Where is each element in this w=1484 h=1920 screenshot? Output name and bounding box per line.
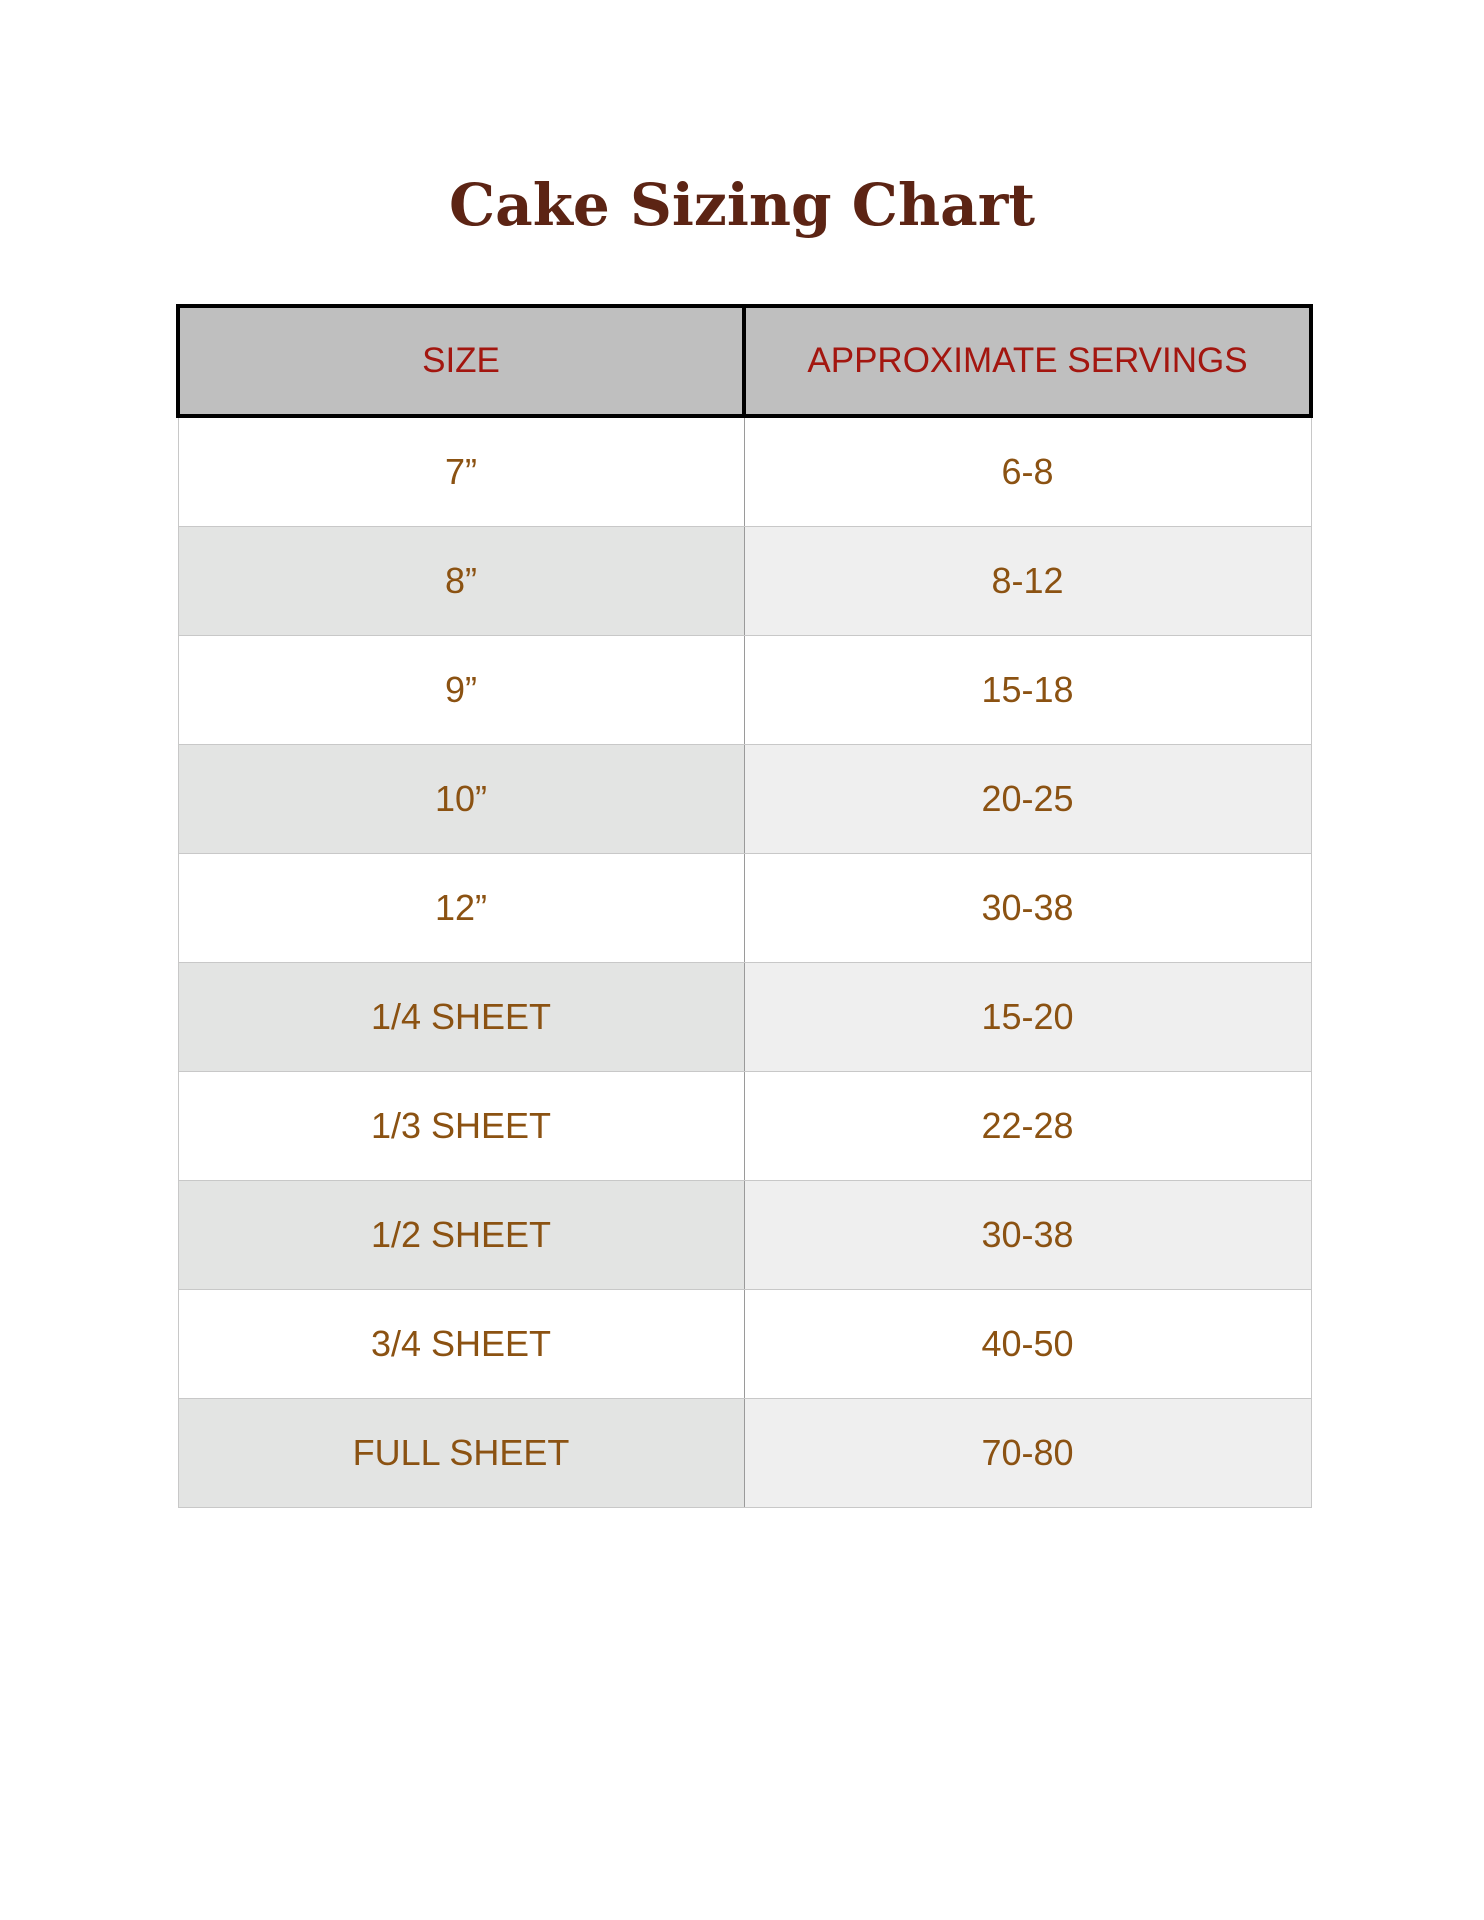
cake-sizing-table xyxy=(176,304,1313,1508)
cell-servings: 15-20 xyxy=(744,963,1311,1072)
cell-size: 3/4 SHEET xyxy=(178,1290,744,1399)
table-row xyxy=(178,745,1311,854)
cell-size: 9” xyxy=(178,636,744,745)
cell-servings: 70-80 xyxy=(744,1399,1311,1508)
cell-size: 12” xyxy=(178,854,744,963)
cell-size: 7” xyxy=(178,416,744,527)
cell-servings: 6-8 xyxy=(744,416,1311,527)
table-row xyxy=(178,636,1311,745)
table-row xyxy=(178,416,1311,527)
table-header-row xyxy=(178,306,1311,416)
cell-servings: 15-18 xyxy=(744,636,1311,745)
cell-servings: 30-38 xyxy=(744,854,1311,963)
page-title: Cake Sizing Chart xyxy=(448,171,1036,239)
table-row xyxy=(178,1072,1311,1181)
cell-servings: 22-28 xyxy=(744,1072,1311,1181)
cell-size: 1/2 SHEET xyxy=(178,1181,744,1290)
cell-size: FULL SHEET xyxy=(178,1399,744,1508)
table-row xyxy=(178,1290,1311,1399)
cell-servings: 8-12 xyxy=(744,527,1311,636)
table-row xyxy=(178,963,1311,1072)
cell-servings: 30-38 xyxy=(744,1181,1311,1290)
table-row xyxy=(178,1181,1311,1290)
cell-size: 1/4 SHEET xyxy=(178,963,744,1072)
cell-size: 8” xyxy=(178,527,744,636)
cell-size: 10” xyxy=(178,745,744,854)
header-approximate-servings: APPROXIMATE SERVINGS xyxy=(744,306,1311,416)
cell-servings: 40-50 xyxy=(744,1290,1311,1399)
cell-servings: 20-25 xyxy=(744,745,1311,854)
header-size: SIZE xyxy=(178,306,744,416)
table-row xyxy=(178,1399,1311,1508)
cell-size: 1/3 SHEET xyxy=(178,1072,744,1181)
table-row xyxy=(178,527,1311,636)
table-row xyxy=(178,854,1311,963)
